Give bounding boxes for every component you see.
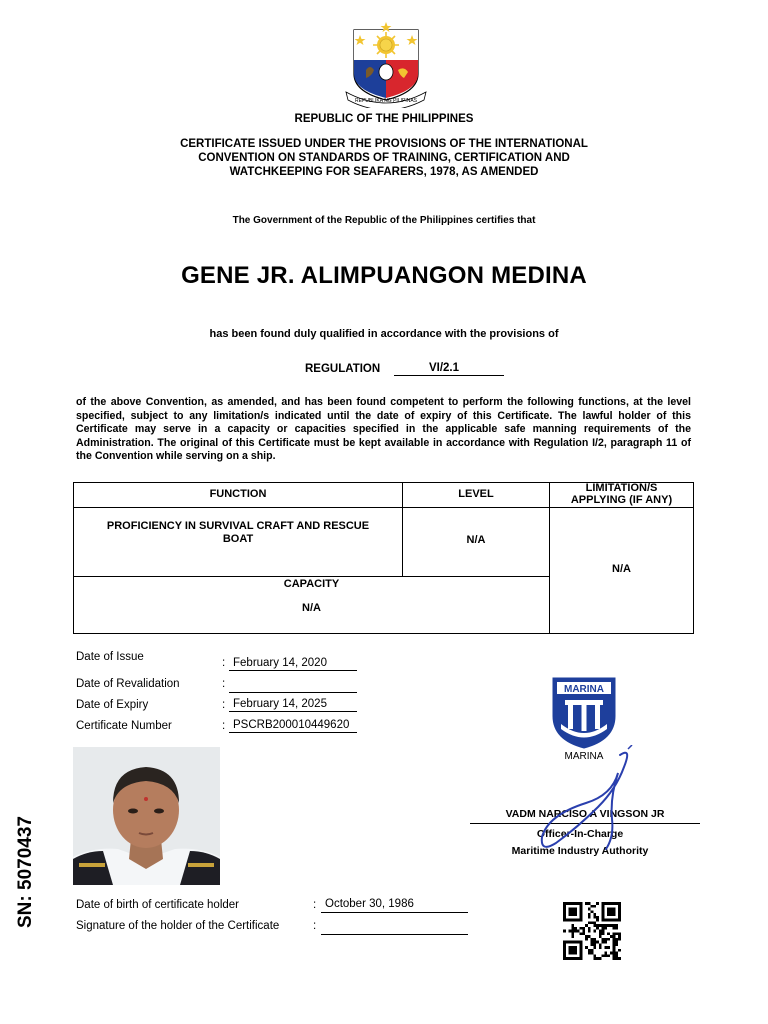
signature-colon: : — [313, 920, 317, 932]
serial-number: SN: 5070437 — [15, 816, 36, 928]
functions-table — [73, 482, 694, 634]
heading-line: CONVENTION ON STANDARDS OF TRAINING, CERTIFICATION AND — [198, 152, 570, 164]
holder-name: GENE JR. ALIMPUANGON MEDINA — [181, 262, 587, 289]
date-of-revalidation-label: Date of Revalidation — [76, 678, 180, 690]
qualified-statement: has been found duly qualified in accordance with the provisions of — [209, 328, 559, 340]
limitation-header-line: LIMITATION/S — [585, 482, 658, 494]
date-colon: : — [222, 657, 226, 669]
date-of-revalidation-value — [229, 678, 357, 693]
heading-line: WATCHKEEPING FOR SEAFARERS, 1978, AS AMENDED — [229, 166, 539, 178]
capacity-value: N/A — [302, 602, 321, 614]
officer-signature-scribble — [520, 745, 660, 855]
regulation-underline — [394, 375, 504, 376]
function-header: FUNCTION — [209, 488, 267, 500]
table-divider — [74, 576, 549, 577]
dob-colon: : — [313, 899, 317, 911]
marina-logo-text: MARINA — [564, 684, 604, 695]
dob-value: October 30, 1986 — [321, 898, 468, 913]
certificate-number-label: Certificate Number — [76, 720, 172, 732]
date-of-issue-label: Date of Issue — [76, 651, 144, 663]
holder-signature-label: Signature of the holder of the Certificate — [76, 920, 280, 932]
limitation-header — [550, 482, 693, 506]
function-value — [74, 520, 402, 546]
competency-paragraph: of the above Convention, as amended, and has been found competent to perform the following functions, at the level specified, subject to any limitation/s indicated until the date of expiry of this Certificate. The lawful holder of this Certificate may serve in a capacity or capacities specified in the applicable safe manning requirements of the Administration. The original of this Certificate must be kept available in accordance with Regulation I/2, paragraph 11 of the Convention while serving on a ship. — [76, 396, 691, 463]
signatory-title: Officer-In-Charge — [536, 828, 624, 840]
heading-line: CERTIFICATE ISSUED UNDER THE PROVISIONS OF THE INTERNATIONAL — [180, 138, 588, 150]
certifies-statement: The Government of the Republic of the Philippines certifies that — [232, 215, 536, 226]
date-of-issue-value: February 14, 2020 — [229, 656, 357, 671]
date-of-expiry-value: February 14, 2025 — [229, 697, 357, 712]
certificate-heading — [0, 137, 768, 179]
signatory-name: VADM NARCISO A VINGSON JR — [505, 808, 665, 820]
date-colon: : — [222, 678, 226, 690]
table-divider — [74, 507, 693, 508]
republic-title: REPUBLIC OF THE PHILIPPINES — [294, 113, 474, 125]
limitation-value: N/A — [612, 563, 631, 575]
signatory-organization: Maritime Industry Authority — [511, 845, 649, 857]
regulation-label: REGULATION — [305, 363, 381, 375]
function-value-line: PROFICIENCY IN SURVIVAL CRAFT AND RESCUE — [106, 520, 370, 532]
limitation-header-line: APPLYING (IF ANY) — [570, 494, 673, 506]
philippine-seal-logo — [340, 22, 432, 108]
seal-ribbon-text: REPUBLIKA NG PILIPINAS — [355, 98, 417, 104]
date-colon: : — [222, 699, 226, 711]
qr-code — [561, 902, 623, 960]
dob-label: Date of birth of certificate holder — [76, 899, 239, 911]
holder-photo — [73, 747, 220, 885]
date-of-expiry-label: Date of Expiry — [76, 699, 149, 711]
certificate-number-value: PSCRB200010449620 — [229, 718, 357, 733]
holder-signature-line — [321, 920, 468, 935]
regulation-value: VI/2.1 — [428, 362, 460, 374]
level-header: LEVEL — [458, 488, 494, 500]
marina-caption: MARINA — [564, 751, 604, 762]
function-value-line: BOAT — [222, 533, 254, 545]
capacity-label: CAPACITY — [283, 578, 340, 590]
level-value: N/A — [466, 534, 486, 546]
marina-logo — [551, 676, 617, 750]
date-colon: : — [222, 720, 226, 732]
